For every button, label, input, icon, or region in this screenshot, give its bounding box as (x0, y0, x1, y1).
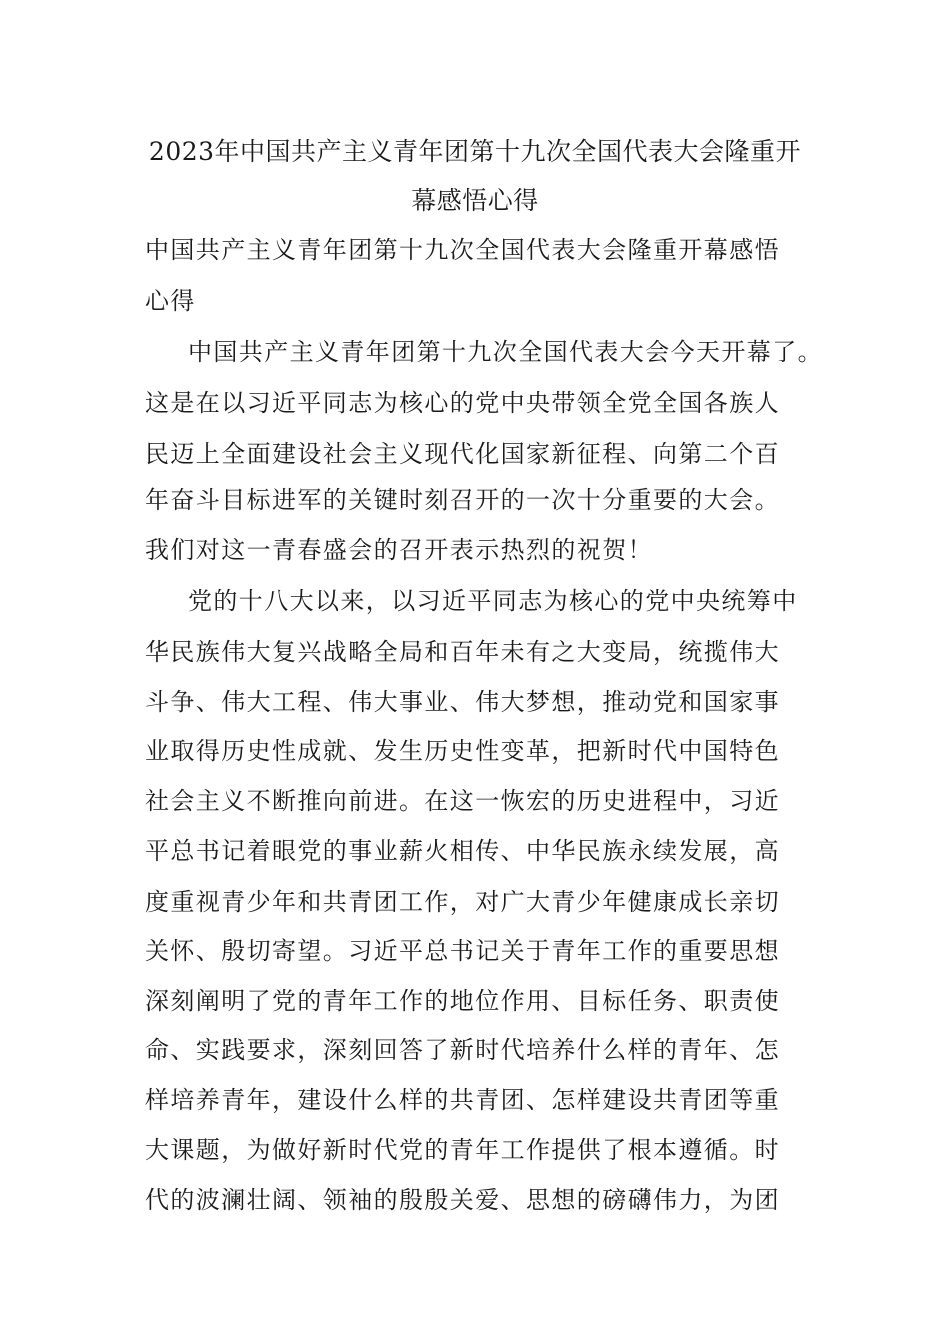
paragraph-2-line: 社会主义不断推向前进。在这一恢宏的历史进程中，习近 (145, 787, 780, 815)
paragraph-1-line: 民迈上全面建设社会主义现代化国家新征程、向第二个百 (145, 440, 780, 468)
paragraph-2-line: 代的波澜壮阔、领袖的殷殷关爱、思想的磅礴伟力，为团 (145, 1186, 780, 1214)
paragraph-2-line: 党的十八大以来，以习近平同志为核心的党中央统筹中 (188, 587, 798, 615)
paragraph-2-line: 业取得历史性成就、发生历史性变革，把新时代中国特色 (145, 737, 780, 765)
paragraph-2-line: 斗争、伟大工程、伟大事业、伟大梦想，推动党和国家事 (145, 688, 780, 716)
document-title-line-1: 2023年中国共产主义青年团第十九次全国代表大会隆重开 (148, 137, 802, 166)
paragraph-1-line: 中国共产主义青年团第十九次全国代表大会今天开幕了。 (188, 338, 823, 366)
paragraph-2-line: 深刻阐明了党的青年工作的地位作用、目标任务、职责使 (145, 987, 780, 1015)
paragraph-2-line: 关怀、殷切寄望。习近平总书记关于青年工作的重要思想 (145, 937, 780, 965)
paragraph-2-line: 华民族伟大复兴战略全局和百年未有之大变局，统揽伟大 (145, 638, 780, 666)
paragraph-1-line: 年奋斗目标进军的关键时刻召开的一次十分重要的大会。 (145, 486, 780, 514)
paragraph-2-line: 度重视青少年和共青团工作，对广大青少年健康成长亲切 (145, 888, 780, 916)
subtitle-line: 心得 (145, 287, 196, 315)
paragraph-2-line: 大课题，为做好新时代党的青年工作提供了根本遵循。时 (145, 1136, 780, 1164)
document-title-line-2: 幕感悟心得 (411, 186, 539, 215)
paragraph-2-line: 命、实践要求，深刻回答了新时代培养什么样的青年、怎 (145, 1036, 780, 1064)
subtitle-line: 中国共产主义青年团第十九次全国代表大会隆重开幕感悟 (145, 236, 780, 264)
paragraph-1-line: 我们对这一青春盛会的召开表示热烈的祝贺！ (145, 536, 653, 564)
paragraph-2-line: 样培养青年，建设什么样的共青团、怎样建设共青团等重 (145, 1086, 780, 1114)
paragraph-1-line: 这是在以习近平同志为核心的党中央带领全党全国各族人 (145, 389, 780, 417)
paragraph-2-line: 平总书记着眼党的事业薪火相传、中华民族永续发展，高 (145, 837, 780, 865)
